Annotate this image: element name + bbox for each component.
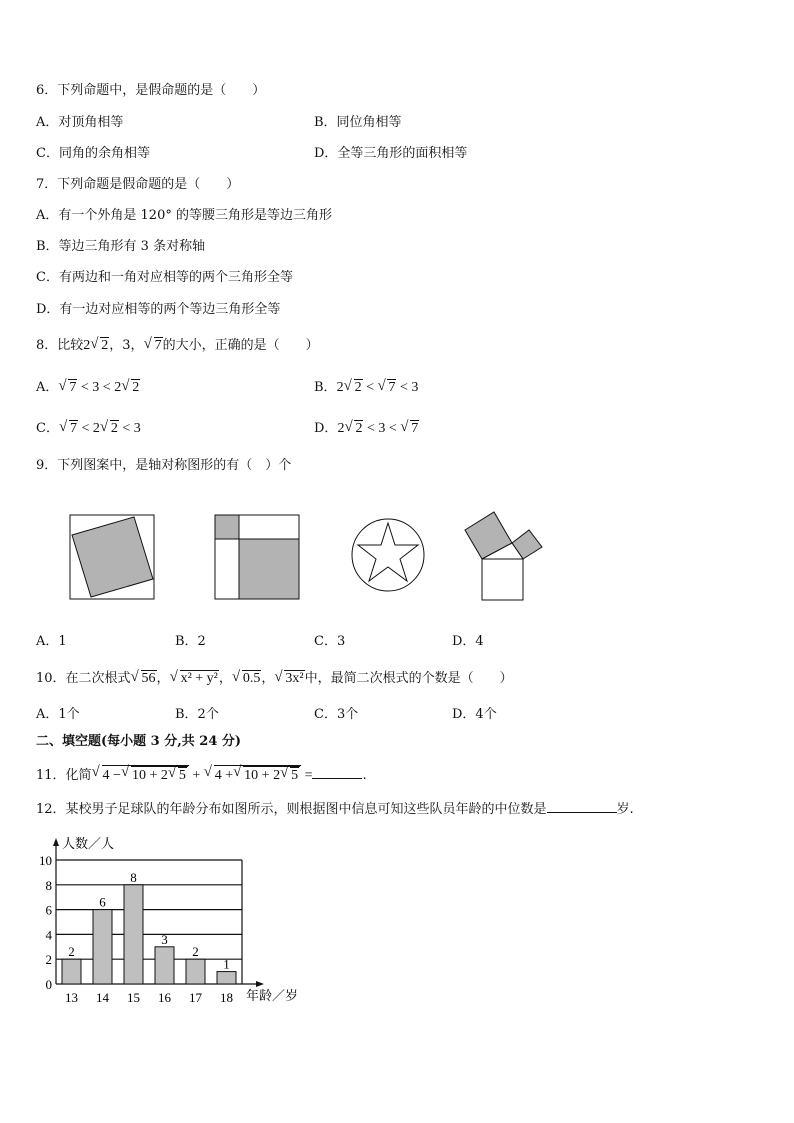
x-tick-label: 13 [65, 990, 78, 1005]
q8-option-a: A．√ 7 < 3 < 2√ 2 [36, 379, 140, 397]
q10-stem: 10．在二次根式√ 56，√ x² + y²，√ 0.5，√ 3x²中，最简二次根式的个数是（ ） [36, 670, 513, 688]
figure-divided-square [215, 515, 299, 599]
q8-option-b: B．2√ 2 < √ 7 < 3 [314, 379, 418, 397]
sqrt-2-radical: √ 2 [91, 337, 109, 355]
q12-answer-blank[interactable] [547, 812, 617, 813]
x-axis-label: 年龄／岁 [246, 988, 299, 1003]
q10-option-d: D．4个 [452, 707, 497, 722]
q9-option-d: D．4 [452, 634, 484, 649]
q7-option-b: B．等边三角形有 3 条对称轴 [36, 239, 206, 254]
data-label: 2 [192, 944, 199, 960]
q11-answer-blank[interactable] [312, 778, 362, 779]
q10-option-c: C．3个 [314, 707, 359, 722]
q11-stem: 11．化简√ 4 −√ 10 + 2√ 5 + √ 4 +√ 10 + 2√ 5 = . [36, 765, 367, 785]
x-tick-label: 17 [189, 990, 202, 1005]
q7-stem: 7．下列命题是假命题的是（ ） [36, 177, 240, 192]
age-distribution-chart [30, 832, 320, 1012]
bar-14 [93, 910, 112, 984]
data-label: 6 [99, 894, 106, 910]
data-label: 1 [223, 956, 230, 972]
y-tick-label: 8 [45, 877, 52, 893]
y-tick-label: 2 [45, 952, 52, 968]
sqrt-7-radical: √ 7 [145, 337, 163, 355]
bar-16 [155, 947, 174, 984]
data-label: 8 [130, 869, 137, 885]
x-tick-label: 14 [96, 990, 109, 1005]
q9-stem: 9．下列图案中，是轴对称图形的有（ ）个 [36, 458, 292, 473]
q7-option-a: A．有一个外角是 120° 的等腰三角形是等边三角形 [36, 208, 332, 223]
bar-18 [217, 972, 236, 984]
y-axis-label: 人数／人 [62, 836, 115, 851]
q9-option-c: C．3 [314, 634, 346, 649]
q10-option-b: B．2个 [175, 707, 219, 722]
x-axis-arrow [256, 981, 264, 987]
q6-option-c: C．同角的余角相等 [36, 146, 150, 161]
y-tick-label: 4 [45, 927, 52, 943]
x-tick-label: 16 [158, 990, 171, 1005]
q6-option-a: A．对顶角相等 [36, 115, 124, 130]
q7-option-c: C．有两边和一角对应相等的两个三角形全等 [36, 270, 293, 285]
y-tick-label: 6 [45, 902, 52, 918]
q8-option-d: D．2√ 2 < 3 < √ 7 [314, 420, 419, 438]
bar-17 [186, 959, 205, 984]
x-tick-label: 15 [127, 990, 140, 1005]
q9-figures [60, 505, 560, 610]
q6-option-d: D．全等三角形的面积相等 [314, 146, 468, 161]
q8-stem: 8．比较2√ 2，3，√ 7的大小，正确的是（ ） [36, 337, 319, 355]
q6-stem: 6．下列命题中，是假命题的是（ ） [36, 83, 266, 98]
q9-option-b: B．2 [175, 634, 206, 649]
y-tick-label: 10 [39, 853, 52, 868]
q10-option-a: A．1个 [36, 707, 80, 722]
q12-stem: 12．某校男子足球队的年龄分布如图所示，则根据图中信息可知这些队员年龄的中位数是 岁. [36, 802, 634, 817]
bar-13 [62, 959, 81, 984]
q7-option-d: D．有一边对应相等的两个等边三角形全等 [36, 302, 281, 317]
q9-option-a: A．1 [36, 634, 67, 649]
y-tick-label: 0 [45, 977, 52, 992]
y-axis-arrow [53, 838, 59, 846]
figure-pythagoras [465, 512, 542, 600]
section-2-title: 二、填空题(每小题 3 分,共 24 分) [36, 734, 242, 749]
figure-rotated-square [70, 515, 154, 599]
x-tick-label: 18 [220, 990, 233, 1005]
data-label: 3 [161, 931, 168, 947]
figure-star-in-circle [352, 519, 424, 591]
bar-15 [124, 885, 143, 984]
q8-option-c: C．√ 7 < 2√ 2 < 3 [36, 420, 141, 438]
q6-option-b: B．同位角相等 [314, 115, 402, 130]
data-label: 2 [68, 944, 75, 960]
